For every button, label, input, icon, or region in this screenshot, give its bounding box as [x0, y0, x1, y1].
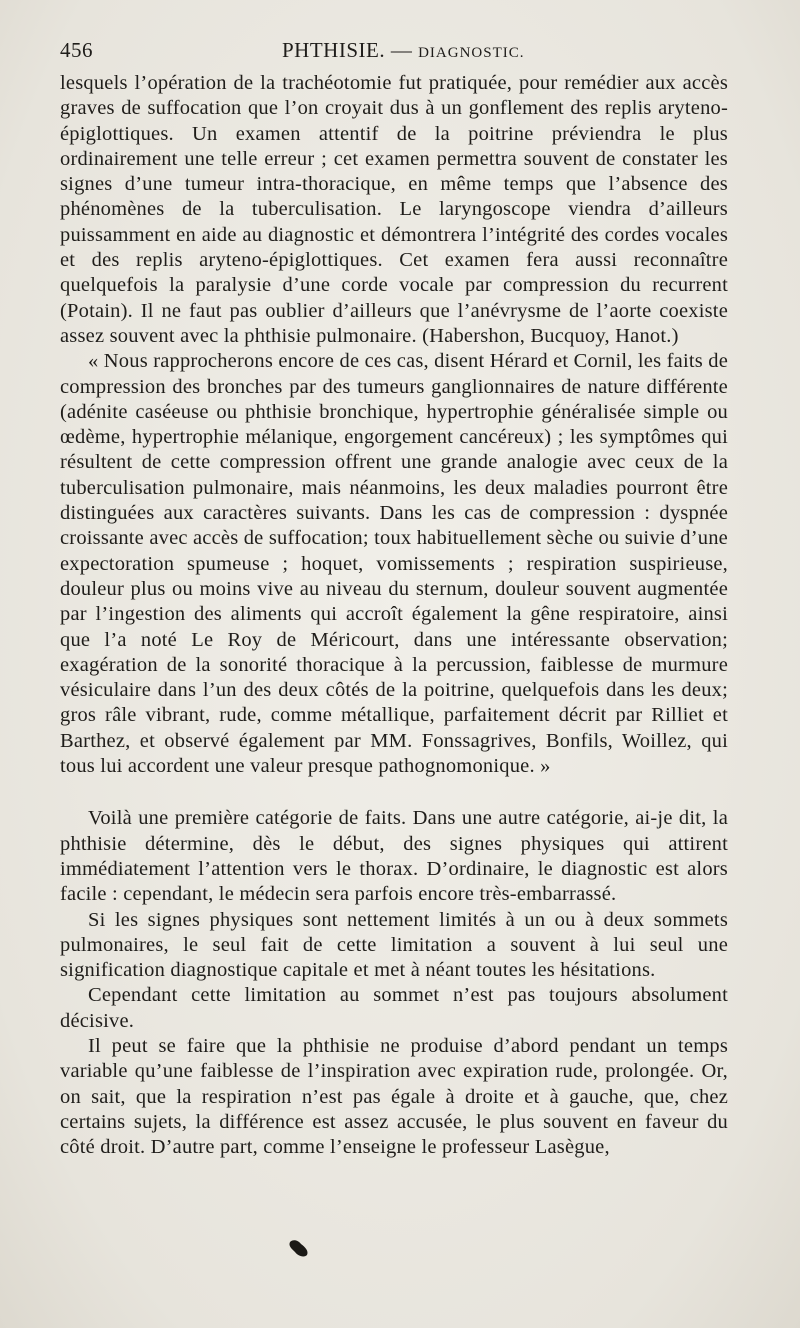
running-head-separator: —	[385, 38, 419, 62]
running-head-title: PHTHISIE.	[282, 38, 386, 62]
running-head	[282, 38, 525, 63]
ink-blot-mark	[287, 1238, 311, 1258]
paragraph-quotation: « Nous rapprocherons encore de ces cas, disent Hérard et Cornil, les faits de compression des bronches par des tumeurs ganglionnaires de nature différente (adénite caséeuse ou phthisie bronchique, hypertrophie généralisée simple ou œdème, hypertrophie mélanique, engorgement cancéreux) ; les symptômes qui résultent de cette compression offrent une grande analogie avec ceux de la tuberculisation pulmonaire, mais néanmoins, les deux maladies pourront être distinguées aux caractères suivants. Dans les cas de compression : dyspnée croissante avec accès de suffocation; toux habituellement sèche ou suivie d’une expectoration spumeuse ; hoquet, vomissements ; respiration suspirieuse, douleur plus ou moins vive au niveau du sternum, douleur souvent augmentée par l’ingestion des aliments qui accroît également la gêne respiratoire, ainsi que l’a noté Le Roy de Méricourt, dans une intéressante observation; exagération de la sonorité thoracique à la percussion, faiblesse de murmure vésiculaire dans l’un des deux côtés de la poitrine, quelquefois dans les deux; gros râle vibrant, rude, comme métallique, parfaitement décrit par Rilliet et Barthez, et observé également par MM. Fonssagrives, Bonfils, Woillez, qui tous lui accordent une valeur presque pathognomonique. »	[60, 350, 728, 778]
paragraph: Il peut se faire que la phthisie ne produise d’abord pendant un temps variable qu’une faiblesse de l’inspiration avec expiration rude, prolongée. Or, on sait, que la respiration n’est pas égale à droite et à gauche, que, chez certains sujets, la différence est assez accusée, le plus souvent en faveur du côté droit. D’autre part, comme l’enseigne le professeur Lasègue,	[60, 1034, 728, 1159]
body-text	[60, 71, 728, 1160]
page-number: 456	[60, 38, 93, 62]
running-head-section: DIAGNOSTIC.	[418, 45, 525, 61]
paragraph: Voilà une première catégorie de faits. Dans une autre catégorie, ai-je dit, la phthisie détermine, dès le début, des signes physiques qui attirent immédiatement l’attention vers le thorax. D’ordinaire, le diagnostic est alors facile : cependant, le médecin sera parfois encore très-embarrassé.	[60, 807, 728, 906]
paragraph-continuation: lesquels l’opération de la trachéotomie fut pratiquée, pour remédier aux accès graves de suffocation que l’on croyait dus à un gonflement des replis aryteno-épiglottiques. Un examen attentif de la poitrine préviendra le plus ordinairement une telle erreur ; cet examen permettra souvent de constater les signes d’une tumeur intra-thoracique, en même temps que l’absence des phénomènes de la tuberculisation. Le laryngoscope viendra d’ailleurs puissamment en aide au diagnostic et démontrera l’intégrité des cordes vocales et des replis aryteno-épiglottiques. Cet examen fera aussi reconnaître quelquefois la paralysie d’une corde vocale par compression du recurrent (Potain). Il ne faut pas oublier d’ailleurs que l’anévrysme de l’aorte coexiste assez souvent avec la phthisie pulmonaire. (Habershon, Bucquoy, Hanot.)	[60, 72, 728, 347]
page-header	[60, 38, 732, 66]
paragraph: Cependant cette limitation au sommet n’est pas toujours absolument décisive.	[60, 984, 728, 1032]
paragraph: Si les signes physiques sont nettement limités à un ou à deux sommets pulmonaires, le seul fait de cette limitation a souvent à lui seul une signification diagnostique capitale et met à néant toutes les hésitations.	[60, 908, 728, 982]
